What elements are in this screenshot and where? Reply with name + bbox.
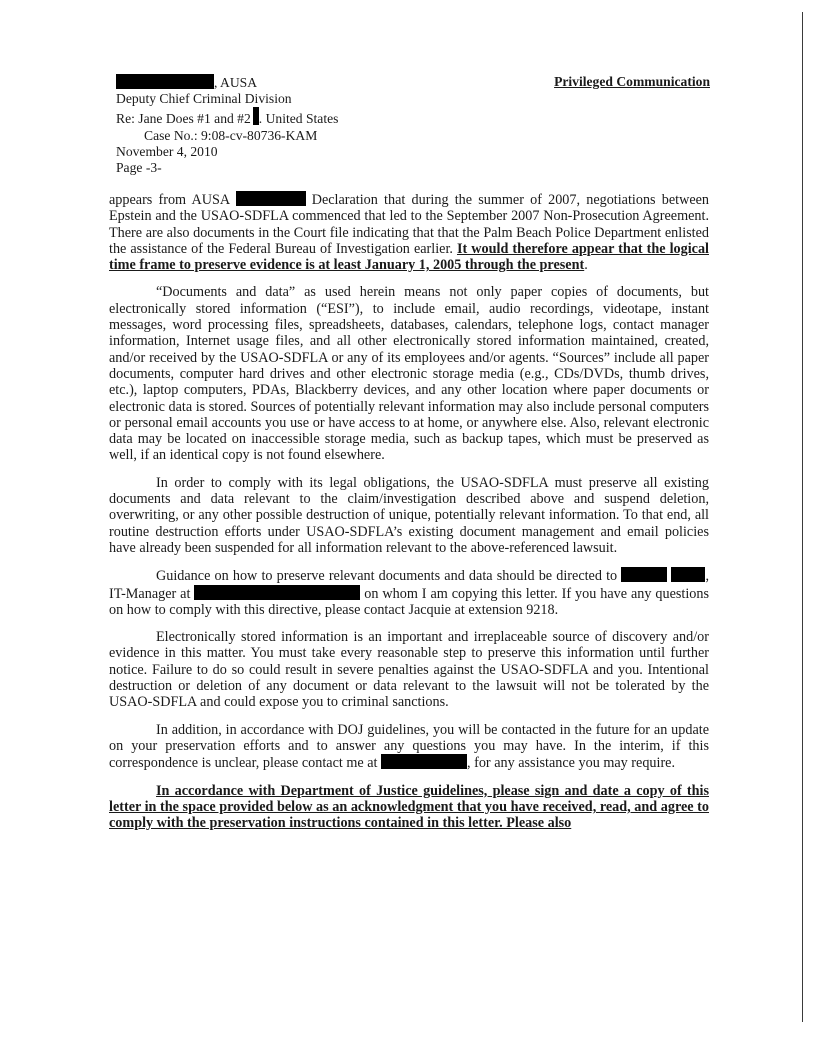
re-suffix: . United States xyxy=(258,111,339,127)
paragraph-doj-guidelines xyxy=(109,722,709,772)
paragraph-guidance xyxy=(109,567,709,618)
p4-middle: , IT-Manager at xyxy=(109,568,709,602)
header-date: November 4, 2010 xyxy=(116,143,218,159)
header-page-number: Page -3- xyxy=(116,160,162,176)
p6-lead: In addition, in accordance with DOJ guidelines, you will be contacted in the future for an update on your preservation efforts and to answer any questions you may have. In the interim, if this correspondence is unclear, please contact me at xyxy=(109,721,709,772)
p1-text: Declaration that during the summer of 2007, negotiations between Epstein and the USAO-SDFLA commenced that led to the September 2007 Non-Prosecution Agreement. There are also documents in the Court file indicating that that the Palm Beach Police Department enlisted the assistance of the Federal Bureau of Investigation earlier. xyxy=(109,192,710,257)
letter-header xyxy=(116,74,710,176)
page-edge-line xyxy=(802,12,803,1022)
header-re-line xyxy=(116,107,710,127)
p1-emphasis: It would therefore appear that the logical time frame to preserve evidence is at least January 1, 2005 through the present xyxy=(109,240,709,274)
redaction-block xyxy=(671,567,705,582)
paragraph-legal-obligations: In order to comply with its legal obligations, the USAO-SDFLA must preserve all existing documents and data relevant to the claim/investigation described above and suspend deletion, overwriting, or any other possible destruction of unique, potentially relevant information. To that end, all routine destruction efforts under USAO-SDFLA’s existing document management and email policies have already been suspended for all information relevant to the above-referenced lawsuit. xyxy=(109,474,709,556)
ausa-title: , AUSA xyxy=(214,75,258,90)
letter-body xyxy=(109,191,709,842)
paragraph-documents-and-data: “Documents and data” as used herein means not only paper copies of documents, but electronically stored information (“ESI”), to include email, audio recordings, videotape, instant messages, word processing files, spreadsheets, databases, calendars, telephone logs, contact manager information, Internet usage files, and all other electronically stored information maintained, created, and/or received by the USAO-SDFLA or any of its employees and/or agents. “Sources” include all paper documents, computer hard drives and other electronic storage media (e.g., CDs/DVDs, thumb drives, etc.), laptop computers, PDAs, Blackberry devices, and any other location where paper documents or electronic data is stored. Sources of potentially relevant information may also include personal computers or personal email accounts you use or have access to at home, or anywhere else. Also, relevant electronic data may be located on inaccessible storage media, such as backup tapes, which must be preserved as well, if an identical copy is not found elsewhere. xyxy=(109,284,709,464)
p1-lead: appears from AUSA xyxy=(109,192,230,208)
header-division-line: Deputy Chief Criminal Division xyxy=(116,91,292,107)
header-case-number: Case No.: 9:08-cv-80736-KAM xyxy=(144,127,318,143)
paragraph-acknowledgment: In accordance with Department of Justice guidelines, please sign and date a copy of this letter in the space provided below as an acknowledgment that you have received, read, and agree to comply with the preservation instructions contained in this letter. Please also xyxy=(109,782,709,832)
redaction-block xyxy=(116,74,214,89)
privileged-communication-label: Privileged Communication xyxy=(554,74,710,89)
re-prefix: Re: Jane Does #1 and #2 xyxy=(116,111,251,127)
p4-text: on whom I am copying this letter. If you have any questions on how to comply with this directive, please contact Jacquie at extension 9218. xyxy=(109,585,709,618)
p6-end: , for any assistance you may require. xyxy=(467,755,676,772)
paragraph-esi-importance: Electronically stored information is an important and irreplaceable source of discovery and/or evidence in this matter. You must take every reasonable step to preserve this information until further notice. Failure to do so could result in severe penalties against the USAO-SDFLA and you. Intentional destruction or deletion of any document or data relevant to the lawsuit will not be tolerated by the USAO-SDFLA and could expose you to criminal sanctions. xyxy=(109,629,709,711)
redaction-block xyxy=(621,567,667,582)
p4-lead: Guidance on how to preserve relevant documents and data should be directed to xyxy=(156,568,618,585)
paragraph-timeframe xyxy=(109,191,709,273)
redaction-block xyxy=(381,754,467,769)
p1-end: . xyxy=(584,257,588,274)
redaction-block xyxy=(194,585,360,600)
redaction-block xyxy=(236,191,306,206)
